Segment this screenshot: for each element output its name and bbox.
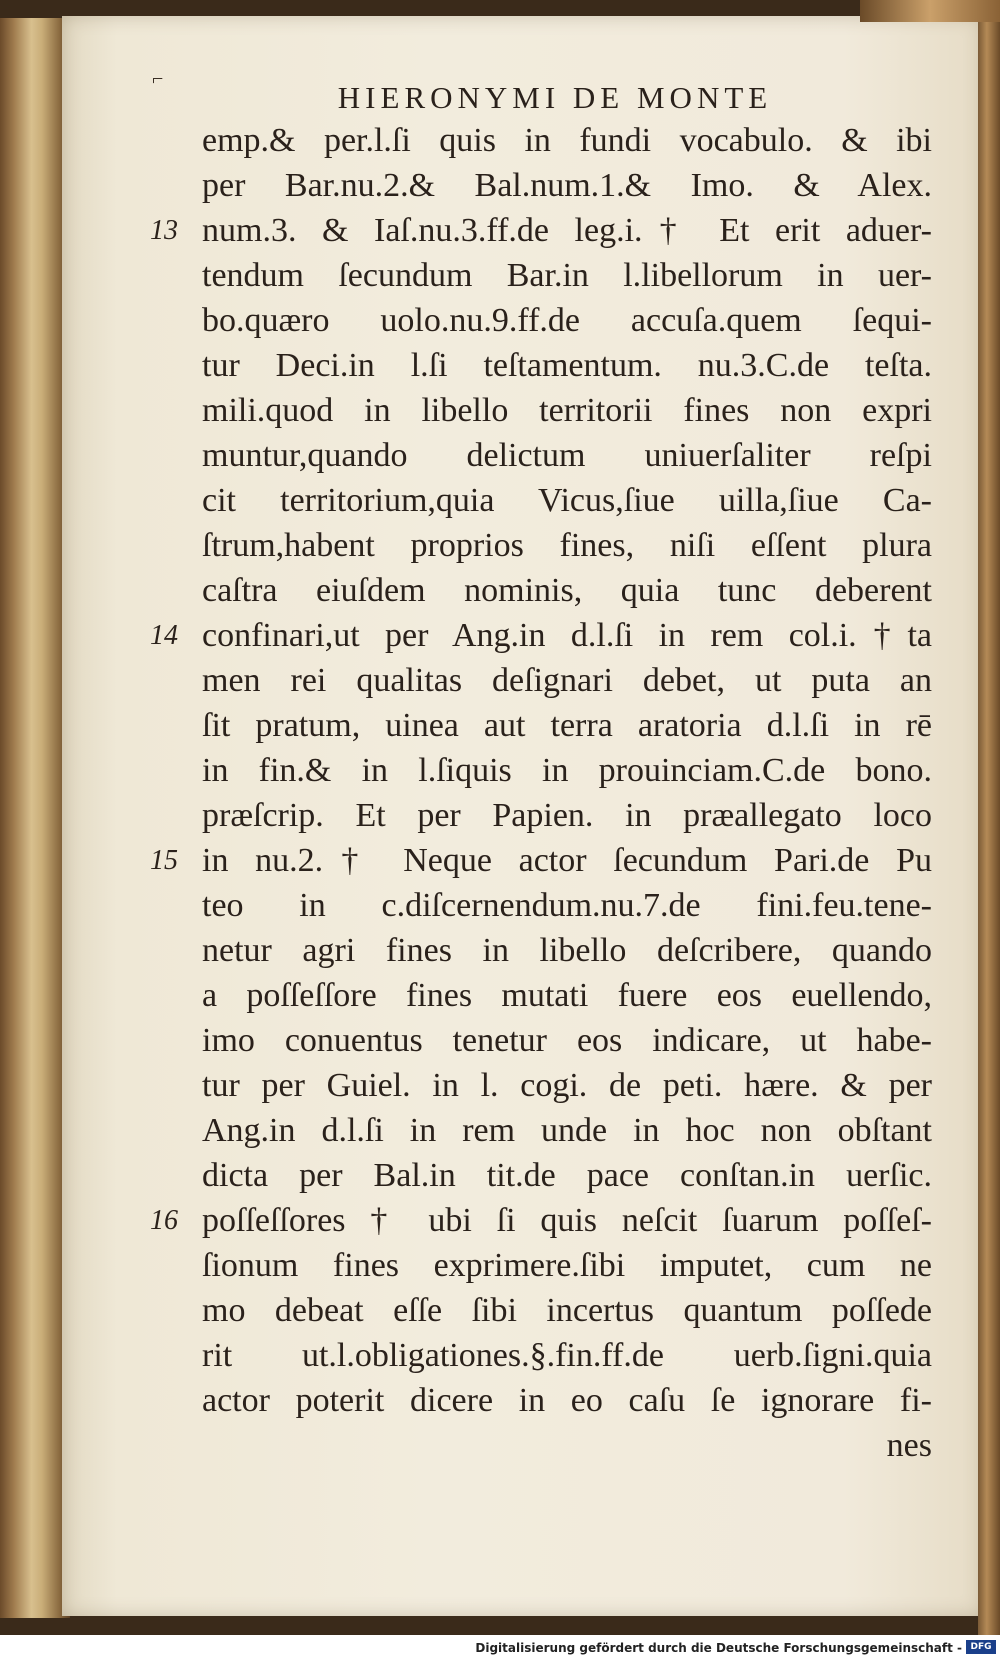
footer-credit: Digitalisierung gefördert durch die Deutsche Forschungsgemeinschaft - (475, 1641, 962, 1655)
text-line (202, 343, 932, 388)
line-text: per Bar.nu.2.& Bal.num.1.& Imo. & Alex. (202, 167, 932, 204)
text-line (202, 1288, 932, 1333)
text-line (202, 658, 932, 703)
text-line (202, 883, 932, 928)
page-corner-mark: ⌐ (152, 68, 164, 90)
line-text: netur agri fines in libello deſcribere, quando (202, 932, 932, 969)
line-text: mo debeat eſſe ſibi incertus quantum poſſede (202, 1292, 932, 1329)
line-text: tur per Guiel. in l. cogi. de peti. hære. & per (202, 1067, 932, 1104)
text-line (202, 703, 932, 748)
text-line (202, 163, 932, 208)
line-text: teo in c.diſcernendum.nu.7.de fini.feu.tene- (202, 887, 932, 924)
binding-right (978, 0, 1000, 1635)
margin-number: 15 (150, 845, 178, 876)
line-text: in nu.2.† Neque actor ſecundum Pari.de Pu (202, 842, 932, 879)
text-line (202, 1153, 932, 1198)
line-text: dicta per Bal.in tit.de pace conſtan.in uerſic. (202, 1157, 932, 1194)
text-line (202, 928, 932, 973)
line-text: caſtra eiuſdem nominis, quia tunc deberent (202, 572, 932, 609)
text-line (202, 298, 932, 343)
line-text: num.3. & Iaſ.nu.3.ff.de leg.i.† Et erit aduer- (202, 212, 932, 249)
text-line (202, 253, 932, 298)
running-title: HIERONYMI DE MONTE (337, 80, 773, 115)
text-line (150, 208, 932, 253)
margin-number: 13 (150, 215, 178, 246)
line-text: ſit pratum, uinea aut terra aratoria d.l.ſi in rē (202, 707, 932, 744)
line-text: mili.quod in libello territorii fines non expri (202, 392, 932, 429)
line-text: præſcrip. Et per Papien. in præallegato loco (202, 797, 932, 834)
line-text: bo.quæro uolo.nu.9.ff.de accuſa.quem ſequi- (202, 302, 932, 339)
page-edges-left (0, 18, 70, 1618)
text-line (202, 1243, 932, 1288)
binding-top-edge (860, 0, 1000, 22)
text-line (202, 973, 932, 1018)
text-block (150, 118, 932, 1468)
line-text: emp.& per.l.ſi quis in fundi vocabulo. & ibi (202, 122, 932, 159)
text-line (202, 748, 932, 793)
text-line (202, 793, 932, 838)
text-line (202, 433, 932, 478)
text-line (202, 1378, 932, 1423)
margin-number: 14 (150, 620, 178, 651)
line-text: imo conuentus tenetur eos indicare, ut habe- (202, 1022, 932, 1059)
margin-number: 16 (150, 1205, 178, 1236)
text-line (202, 1333, 932, 1378)
text-line (202, 388, 932, 433)
line-text: poſſeſſores † ubi ſi quis neſcit ſuarum poſſeſ- (202, 1202, 932, 1239)
text-line (202, 523, 932, 568)
line-text: cit territorium,quia Vicus,ſiue uilla,ſiue Ca- (202, 482, 932, 519)
line-text: Ang.in d.l.ſi in rem unde in hoc non obſtant (202, 1112, 932, 1149)
text-line (202, 118, 932, 163)
text-line (202, 478, 932, 523)
catchword: nes (886, 1427, 932, 1464)
line-text: a poſſeſſore fines mutati fuere eos euellendo, (202, 977, 932, 1014)
text-line (150, 613, 932, 658)
line-text: muntur,quando delictum uniuerſaliter reſpi (202, 437, 932, 474)
line-text: confinari,ut per Ang.in d.l.ſi in rem col.i.†ta (202, 617, 932, 654)
footer-bar (0, 1635, 1000, 1661)
line-text: tendum ſecundum Bar.in l.libellorum in uer- (202, 257, 932, 294)
line-text: in fin.& in l.ſiquis in prouinciam.C.de bono. (202, 752, 932, 789)
line-text: actor poterit dicere in eo caſu ſe ignorare fi- (202, 1382, 932, 1419)
text-line (202, 1063, 932, 1108)
line-text: rit ut.l.obligationes.§.fin.ff.de uerb.ſigni.quia (202, 1337, 932, 1374)
text-line (202, 568, 932, 613)
text-line (150, 1198, 932, 1243)
line-text: men rei qualitas deſignari debet, ut puta an (202, 662, 932, 699)
text-line (202, 1018, 932, 1063)
dfg-logo-icon: DFG (966, 1640, 996, 1654)
text-line (202, 1108, 932, 1153)
line-text: ſtrum,habent proprios fines, niſi eſſent plura (202, 527, 932, 564)
text-line (150, 838, 932, 883)
line-text: ſionum fines exprimere.ſibi imputet, cum ne (202, 1247, 932, 1284)
line-text: tur Deci.in l.ſi teſtamentum. nu.3.C.de teſta. (202, 347, 932, 384)
